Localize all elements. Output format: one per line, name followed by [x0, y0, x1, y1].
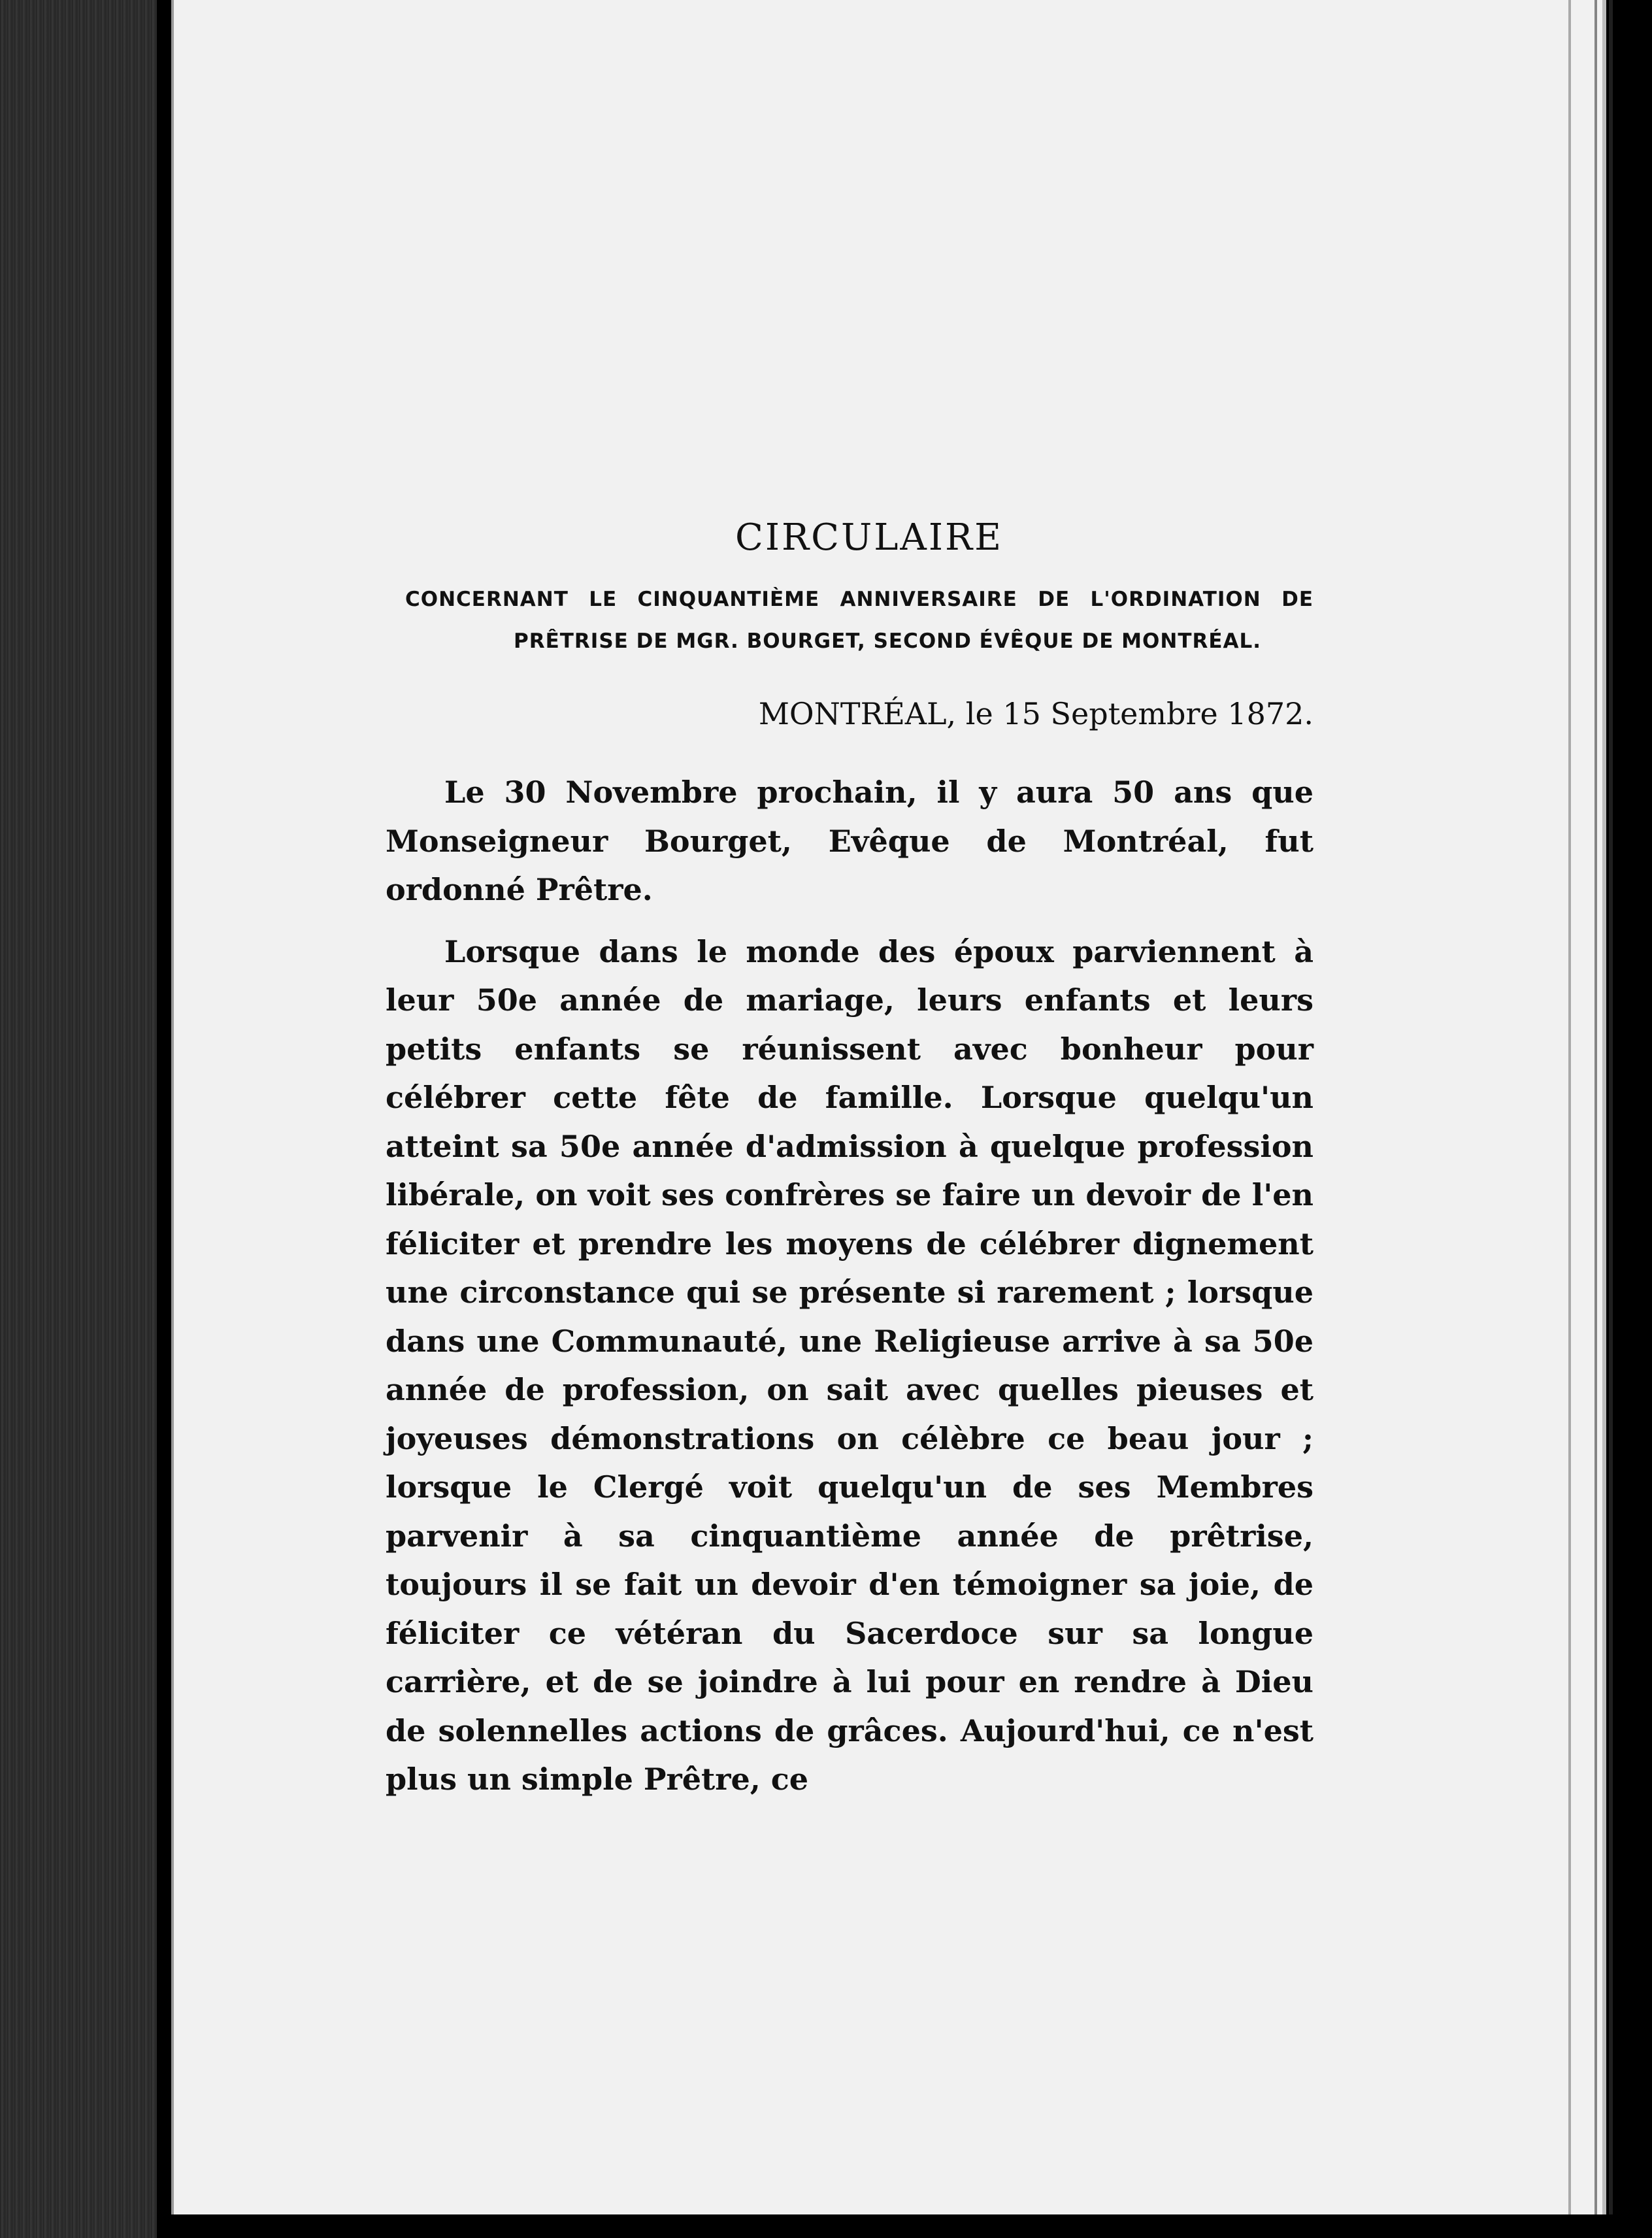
page-edge-line [1594, 0, 1597, 2214]
dateline: MONTRÉAL, le 15 Septembre 1872. [758, 696, 1313, 731]
book-binding [0, 0, 157, 2238]
binding-texture [0, 0, 157, 2238]
document-title: CIRCULAIRE [735, 516, 1003, 559]
document-subtitle: CONCERNANT LE CINQUANTIÈME ANNIVERSAIRE DE L'ORDINATION DE PRÊTRISE DE MGR. BOURGET, SECOND ÉVÊQUE DE MONTRÉAL. [405, 588, 1313, 653]
paragraph: Le 30 Novembre prochain, il y aura 50 ans que Monseigneur Bourget, Evêque de Montréal, fut ordonné Prêtre. [386, 775, 1313, 907]
paragraph: Lorsque dans le monde des époux parviennent à leur 50e année de mariage, leurs enfants et leurs petits enfants se réunissent avec bonheur pour célébrer cette fête de famille. Lorsque quelqu'un atteint sa 50e année d'admission à quelque profession libérale, on voit ses confrères se faire un devoir de l'en féliciter et prendre les moyens de célébrer dignement une circonstance qui se présente si rarement ; lorsque dans une Communauté, une Religieuse arrive à sa 50e année de profession, on sait avec quelles pieuses et joyeuses démonstrations on célèbre ce beau jour ; lorsque le Clergé voit quelqu'un de ses Membres parvenir à sa cinquantième année de prêtrise, toujours il se fait un devoir d'en témoigner sa joie, de féliciter ce vétéran du Sacerdoce sur sa longue carrière, et de se joindre à lui pour en rendre à Dieu de solennelles actions de grâces. Aujourd'hui, ce n'est plus un simple Prêtre, ce [386, 933, 1313, 1797]
document-content [386, 516, 1313, 1817]
page-edge-line [1568, 0, 1571, 2214]
page-edge-line [1609, 0, 1613, 2214]
